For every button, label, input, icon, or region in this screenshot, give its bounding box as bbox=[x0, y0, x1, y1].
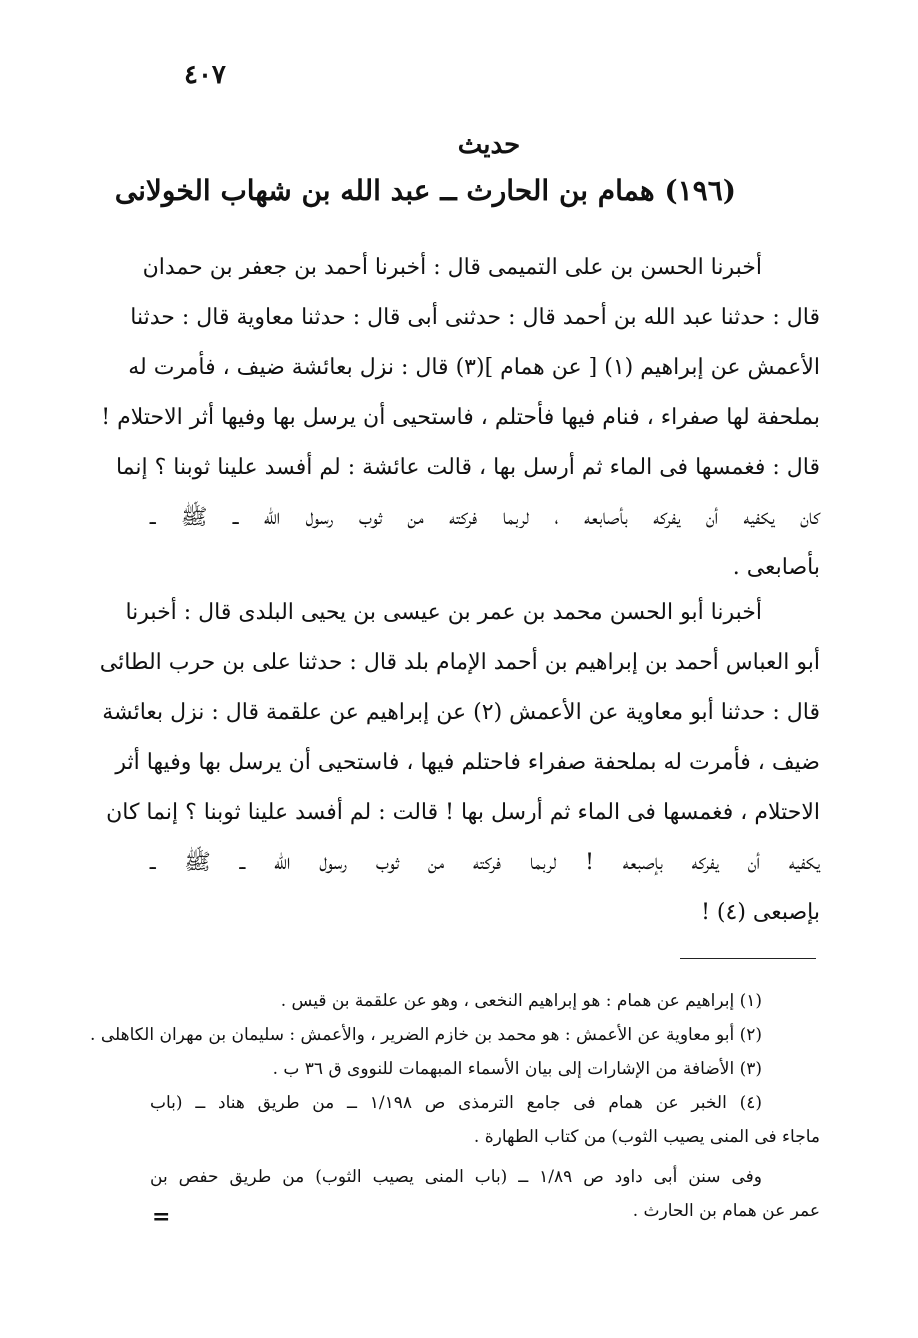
text-line: قال : حدثنا أبو معاوية عن الأعمش (٢) عن إبراهيم عن علقمة قال : نزل بعائشة bbox=[102, 700, 820, 725]
footnote-4: (٤) الخبر عن همام فى جامع الترمذى ص ١/١٩٨ ــ من طريق هناد ــ (باب bbox=[150, 1093, 762, 1113]
section-title: حديث bbox=[457, 130, 521, 160]
footnotes bbox=[90, 984, 820, 1228]
text-line: الأعمش عن إبراهيم (١) [ عن همام ](٣) قال : نزل بعائشة ضيف ، فأمرت له bbox=[128, 355, 820, 380]
text-line: أخبرنا الحسن بن على التميمى قال : أخبرنا أحمد بن جعفر بن حمدان bbox=[142, 255, 762, 280]
text-line: أخبرنا أبو الحسن محمد بن عمر بن عيسى بن يحيى البلدى قال : أخبرنا bbox=[125, 600, 762, 625]
footnote-4-continued: ماجاء فى المنى يصيب الثوب) من كتاب الطهارة . bbox=[473, 1127, 820, 1147]
text-line: ضيف ، فأمرت له بملحفة صفراء فاحتلم فيها ، فاستحيى أن يرسل بها وفيها أثر bbox=[115, 750, 820, 775]
footnote-2: (٢) أبو معاوية عن الأعمش : هو محمد بن خازم الضرير ، والأعمش : سليمان بن مهران الكاهلى . bbox=[90, 1025, 762, 1045]
text-line: قال : فغمسها فى الماء ثم أرسل بها ، قالت عائشة : لم أفسد علينا ثوبنا ؟ إنما bbox=[115, 455, 820, 480]
text-line: الاحتلام ، فغمسها فى الماء ثم أرسل بها ! قالت : لم أفسد علينا ثوبنا ؟ إنما كان bbox=[106, 800, 820, 825]
paragraph-second-chain bbox=[99, 588, 820, 938]
continuation-mark: = bbox=[152, 1204, 171, 1230]
hadith-heading: (١٩٦) همام بن الحارث ــ عبد الله بن شهاب الخولانى bbox=[114, 174, 736, 207]
page-number: ٤٠٧ bbox=[184, 60, 226, 90]
text-line: يكفيه أن يفركه بإصبعه ! لربما فركته من ثوب رسول الله ــ ﷺ ــ bbox=[150, 850, 820, 875]
footnote-4-second-source: وفى سنن أبى داود ص ١/٨٩ ــ (باب المنى يصيب الثوب) من طريق حفص بن bbox=[150, 1167, 762, 1187]
footnote-divider bbox=[680, 958, 816, 959]
footnote-4-second-source-continued: عمر عن همام بن الحارث . bbox=[632, 1201, 820, 1221]
text-line: أبو العباس أحمد بن إبراهيم بن أحمد الإمام بلد قال : حدثنا على بن حرب الطائى bbox=[99, 650, 820, 675]
text-line: كان يكفيه أن يفركه بأصابعه ، لربما فركته من ثوب رسول الله ــ ﷺ ــ bbox=[150, 505, 820, 530]
text-line: بأصابعى . bbox=[732, 555, 820, 580]
footnote-1: (١) إبراهيم عن همام : هو إبراهيم النخعى ، وهو عن علقمة بن قيس . bbox=[280, 991, 762, 1011]
text-line: بإصبعى (٤) ! bbox=[701, 900, 820, 925]
text-line: بملحفة لها صفراء ، فنام فيها فأحتلم ، فاستحيى أن يرسل بها وفيها أثر الاحتلام ! bbox=[101, 405, 820, 430]
text-line: قال : حدثنا عبد الله بن أحمد قال : حدثنى أبى قال : حدثنا معاوية قال : حدثنا bbox=[130, 305, 820, 330]
paragraph-first-chain bbox=[101, 243, 820, 593]
footnote-3: (٣) الأضافة من الإشارات إلى بيان الأسماء المبهمات للنووى ق ٣٦ ب . bbox=[272, 1059, 762, 1079]
